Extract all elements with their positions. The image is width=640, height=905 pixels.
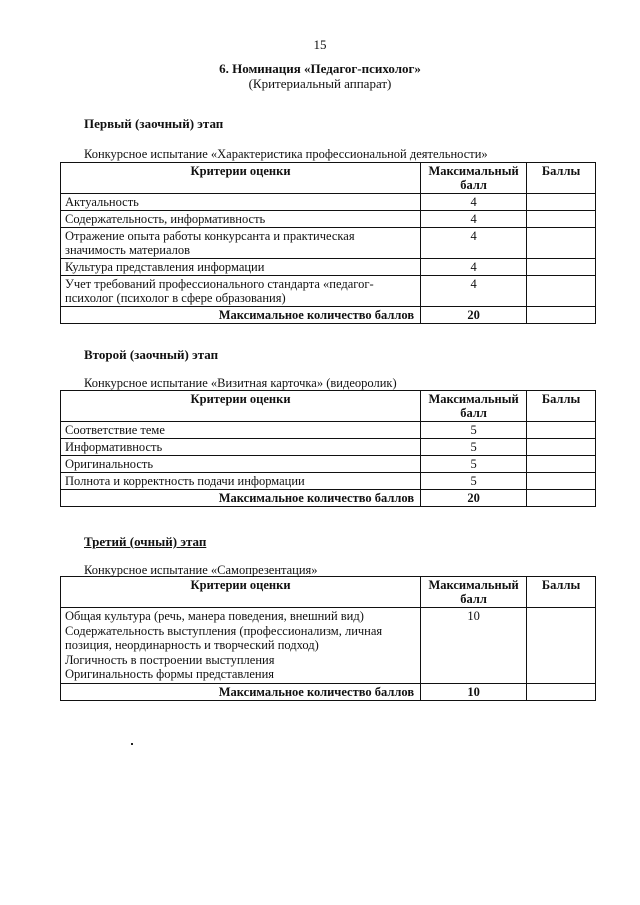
criterion-cell: Полнота и корректность подачи информации: [61, 473, 421, 490]
points-cell: [527, 276, 596, 307]
table-header-row: [61, 391, 596, 422]
stage3-contest: Конкурсное испытание «Самопрезентация»: [84, 563, 318, 577]
table-header-row: [61, 577, 596, 608]
points-header: Баллы: [527, 391, 596, 422]
max-cell: 4: [421, 276, 527, 307]
criterion-cell: Учет требований профессионального стандарта «педагог-психолог (психолог в сфере образования): [61, 276, 421, 307]
total-points-cell: [527, 307, 596, 324]
criterion-cell: Соответствие теме: [61, 422, 421, 439]
max-cell: 5: [421, 456, 527, 473]
criterion-item: Содержательность выступления (профессионализм, личная позиция, неординарность и творческий подход): [65, 623, 383, 652]
criterion-cell: Отражение опыта работы конкурсанта и практическая значимость материалов: [61, 228, 421, 259]
scan-speck: [131, 743, 133, 745]
criterion-item: Логичность в построении выступления: [65, 652, 275, 667]
max-cell: 5: [421, 422, 527, 439]
criterion-cell: Оригинальность: [61, 456, 421, 473]
criterion-cell: Информативность: [61, 439, 421, 456]
total-row: [61, 490, 596, 507]
table-row: [61, 211, 596, 228]
max-score-header: Максимальный балл: [421, 577, 527, 608]
max-cell: 4: [421, 194, 527, 211]
stage2-contest: Конкурсное испытание «Визитная карточка» (видеоролик): [84, 376, 397, 390]
stage3-heading: Третий (очный) этап: [84, 534, 207, 549]
max-cell: 10: [421, 608, 527, 684]
max-cell: 4: [421, 259, 527, 276]
total-value: 10: [421, 683, 527, 700]
total-row: [61, 307, 596, 324]
table-row: [61, 422, 596, 439]
criteria-list-cell: [61, 608, 421, 684]
points-cell: [527, 473, 596, 490]
total-row: [61, 683, 596, 700]
total-label: Максимальное количество баллов: [61, 683, 421, 700]
points-header: Баллы: [527, 577, 596, 608]
table-row: [61, 473, 596, 490]
stage1-contest: Конкурсное испытание «Характеристика профессиональной деятельности»: [84, 147, 488, 161]
points-cell: [527, 194, 596, 211]
total-points-cell: [527, 490, 596, 507]
nomination-title: 6. Номинация «Педагог-психолог»: [219, 61, 421, 76]
max-score-header: Максимальный балл: [421, 391, 527, 422]
points-cell: [527, 211, 596, 228]
stage1-table: [60, 162, 596, 324]
points-cell: [527, 259, 596, 276]
table-row: [61, 228, 596, 259]
total-value: 20: [421, 307, 527, 324]
total-value: 20: [421, 490, 527, 507]
table-row: [61, 456, 596, 473]
points-cell: [527, 456, 596, 473]
points-cell: [527, 608, 596, 684]
table-row: [61, 439, 596, 456]
stage2-table: [60, 390, 596, 507]
table-row: [61, 194, 596, 211]
page-number: 15: [313, 37, 327, 52]
points-cell: [527, 422, 596, 439]
total-label: Максимальное количество баллов: [61, 307, 421, 324]
table-row: [61, 259, 596, 276]
max-cell: 4: [421, 211, 527, 228]
criteria-header: Критерии оценки: [61, 163, 421, 194]
stage1-heading: Первый (заочный) этап: [84, 116, 224, 131]
max-cell: 5: [421, 439, 527, 456]
points-header: Баллы: [527, 163, 596, 194]
table-row: [61, 276, 596, 307]
stage2-heading: Второй (заочный) этап: [84, 347, 219, 362]
max-cell: 5: [421, 473, 527, 490]
criterion-item: Оригинальность формы представления: [65, 667, 275, 681]
stage3-table: [60, 576, 596, 701]
table-header-row: [61, 163, 596, 194]
criterion-item: Общая культура (речь, манера поведения, внешний вид): [65, 609, 364, 623]
nomination-subtitle: (Критериальный аппарат): [248, 76, 392, 91]
points-cell: [527, 439, 596, 456]
total-points-cell: [527, 683, 596, 700]
total-label: Максимальное количество баллов: [61, 490, 421, 507]
max-cell: 4: [421, 228, 527, 259]
criterion-cell: Содержательность, информативность: [61, 211, 421, 228]
points-cell: [527, 228, 596, 259]
criterion-cell: Культура представления информации: [61, 259, 421, 276]
criteria-header: Критерии оценки: [61, 391, 421, 422]
criterion-cell: Актуальность: [61, 194, 421, 211]
table-row: [61, 608, 596, 684]
max-score-header: Максимальный балл: [421, 163, 527, 194]
criteria-header: Критерии оценки: [61, 577, 421, 608]
